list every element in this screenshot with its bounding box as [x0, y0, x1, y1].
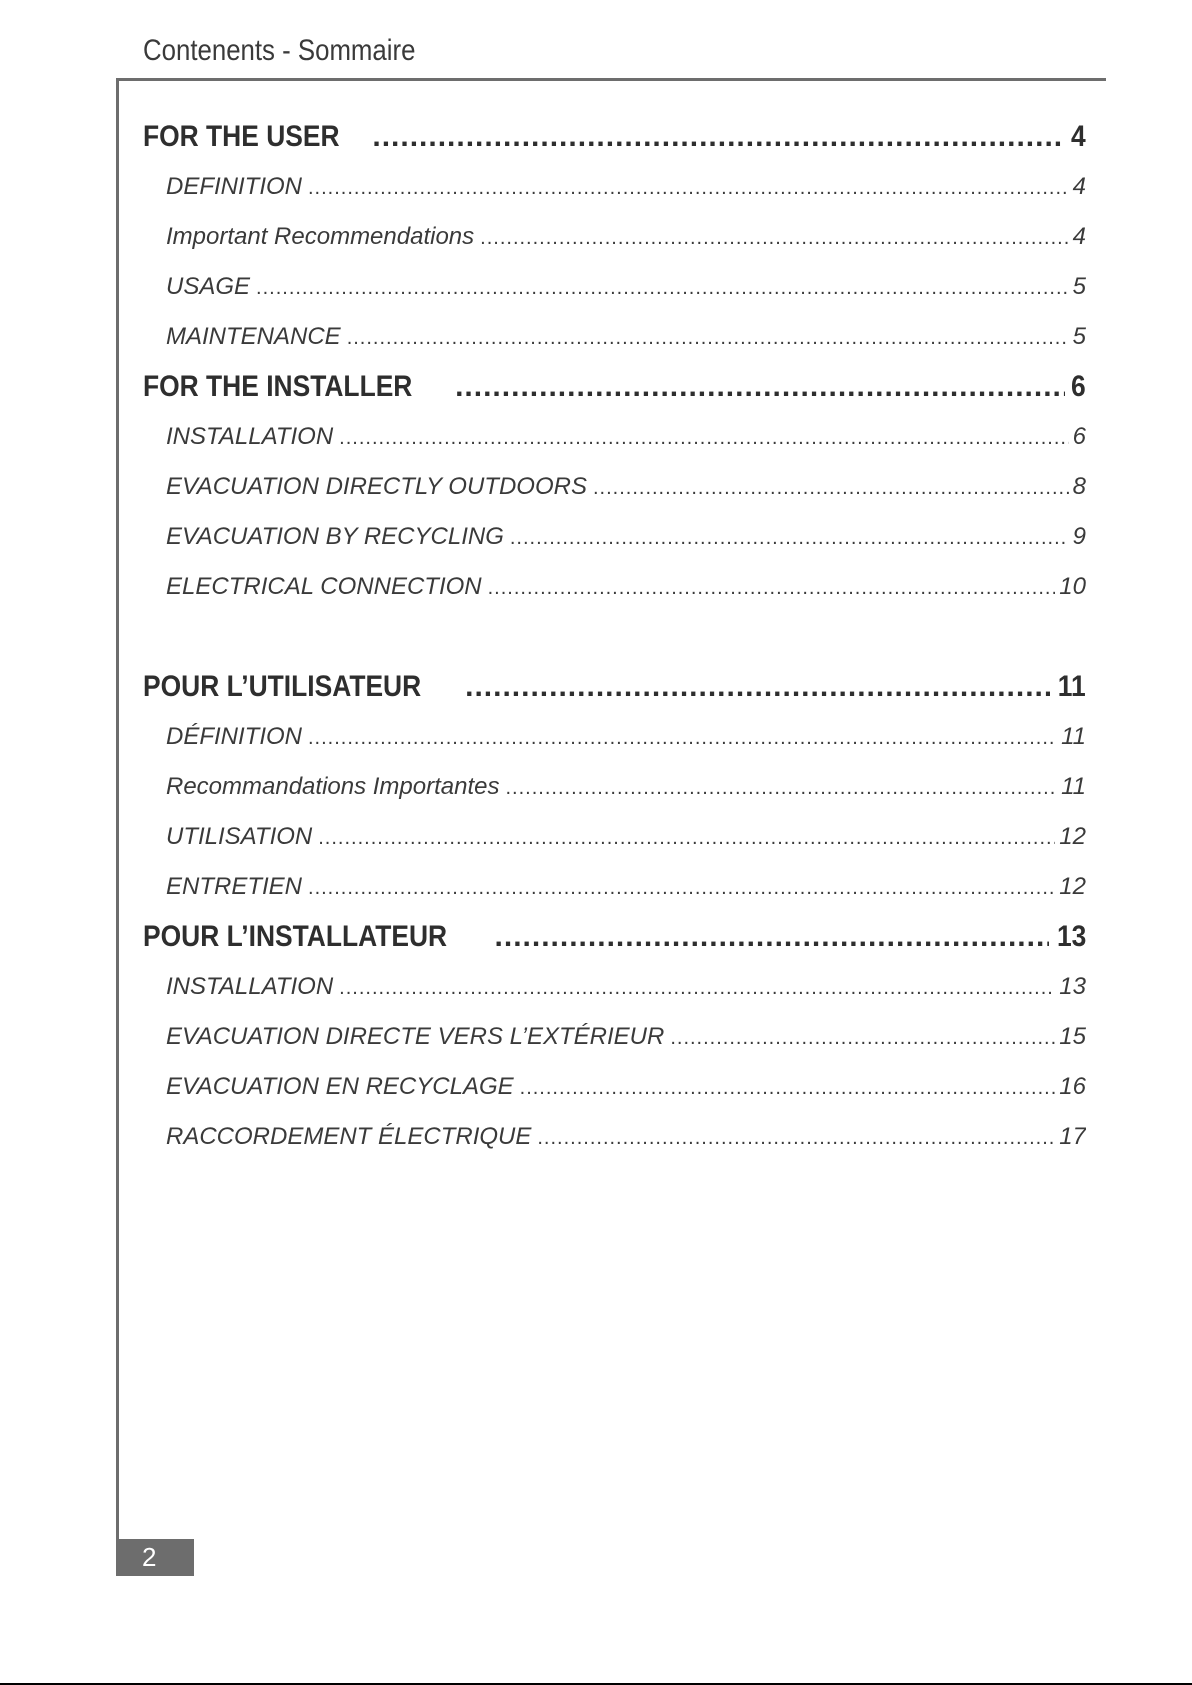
- toc-entry-installation[interactable]: [143, 412, 1086, 462]
- left-margin-rule: [116, 78, 119, 1571]
- toc-entry-installation-fr[interactable]: [143, 962, 1086, 1012]
- toc-page-number: 16: [1059, 1073, 1086, 1100]
- toc-entry-entretien[interactable]: [143, 862, 1086, 912]
- toc-page-number: 4: [1072, 173, 1086, 200]
- toc-page-number: 4: [1072, 223, 1086, 250]
- toc-page-number: 13: [1056, 920, 1086, 953]
- toc-page-number: 4: [1071, 120, 1086, 153]
- toc-dot-leader: [510, 513, 1069, 562]
- toc-heading-pour-l-installateur[interactable]: [143, 912, 1086, 962]
- toc-dot-leader: [308, 713, 1057, 762]
- toc-dot-leader: [670, 1013, 1055, 1062]
- toc-heading-label: POUR L’UTILISATEUR: [143, 670, 422, 703]
- toc-heading-for-the-user[interactable]: [143, 112, 1086, 162]
- toc-dot-leader: [455, 362, 1065, 412]
- toc-dot-leader: [318, 813, 1055, 862]
- toc-entry-recommandations-importantes[interactable]: [143, 762, 1086, 812]
- toc-dot-leader: [308, 163, 1069, 212]
- toc-page-number: 15: [1059, 1023, 1086, 1050]
- toc-page-number: 11: [1061, 723, 1086, 750]
- toc-entry-label: INSTALLATION: [166, 423, 334, 450]
- toc-dot-leader: [372, 112, 1065, 162]
- toc-dot-leader: [465, 662, 1050, 712]
- toc-dot-leader: [520, 1063, 1056, 1112]
- toc-entry-label: DÉFINITION: [166, 723, 302, 750]
- table-of-contents: [143, 112, 1086, 1162]
- page-number-badge: [116, 1539, 194, 1576]
- toc-dot-leader: [537, 1113, 1055, 1162]
- toc-page-number: 5: [1072, 273, 1086, 300]
- toc-entry-important-recommendations[interactable]: [143, 212, 1086, 262]
- toc-entry-definition-fr[interactable]: [143, 712, 1086, 762]
- toc-entry-label: Recommandations Importantes: [166, 773, 500, 800]
- toc-entry-label: MAINTENANCE: [166, 323, 341, 350]
- toc-page-number: 5: [1072, 323, 1086, 350]
- toc-entry-evacuation-by-recycling[interactable]: [143, 512, 1086, 562]
- toc-page-number: 13: [1059, 973, 1086, 1000]
- toc-page-number: 6: [1071, 370, 1086, 403]
- toc-entry-label: USAGE: [166, 273, 251, 300]
- toc-entry-evacuation-en-recyclage[interactable]: [143, 1062, 1086, 1112]
- toc-entry-utilisation[interactable]: [143, 812, 1086, 862]
- toc-dot-leader: [488, 563, 1056, 612]
- toc-entry-label: UTILISATION: [166, 823, 313, 850]
- toc-heading-label: FOR THE USER: [143, 120, 340, 153]
- toc-dot-leader: [480, 213, 1068, 262]
- toc-dot-leader: [347, 313, 1069, 362]
- toc-dot-leader: [308, 863, 1055, 912]
- toc-page-number: 8: [1072, 473, 1086, 500]
- toc-page-number: 12: [1059, 823, 1086, 850]
- toc-group-english: [143, 112, 1086, 612]
- toc-entry-label: ENTRETIEN: [166, 873, 303, 900]
- toc-page-number: 10: [1059, 573, 1086, 600]
- toc-entry-label: Important Recommendations: [166, 223, 475, 250]
- toc-dot-leader: [339, 963, 1055, 1012]
- toc-entry-label: EVACUATION BY RECYCLING: [166, 523, 504, 550]
- toc-entry-label: EVACUATION EN RECYCLAGE: [166, 1073, 514, 1100]
- toc-heading-pour-l-utilisateur[interactable]: [143, 662, 1086, 712]
- toc-entry-label: RACCORDEMENT ÉLECTRIQUE: [166, 1123, 532, 1150]
- page-header-title: Contenents - Sommaire: [143, 34, 416, 67]
- toc-entry-label: INSTALLATION: [166, 973, 334, 1000]
- toc-heading-label: POUR L’INSTALLATEUR: [143, 920, 448, 953]
- toc-entry-label: EVACUATION DIRECTE VERS L’EXTÉRIEUR: [166, 1023, 665, 1050]
- toc-entry-definition[interactable]: [143, 162, 1086, 212]
- toc-page-number: 12: [1059, 873, 1086, 900]
- toc-page-number: 6: [1072, 423, 1086, 450]
- toc-heading-label: FOR THE INSTALLER: [143, 370, 413, 403]
- toc-page-number: 9: [1072, 523, 1086, 550]
- toc-page-number: 11: [1058, 670, 1086, 703]
- toc-entry-label: DEFINITION: [166, 173, 302, 200]
- header-rule: [116, 78, 1106, 81]
- toc-dot-leader: [506, 763, 1058, 812]
- toc-dot-leader: [593, 463, 1069, 512]
- toc-entry-maintenance[interactable]: [143, 312, 1086, 362]
- toc-entry-evacuation-directe[interactable]: [143, 1012, 1086, 1062]
- toc-entry-usage[interactable]: [143, 262, 1086, 312]
- page-number-label: 2: [142, 1542, 157, 1572]
- toc-dot-leader: [495, 912, 1049, 962]
- toc-dot-leader: [339, 413, 1068, 462]
- toc-heading-for-the-installer[interactable]: [143, 362, 1086, 412]
- toc-entry-label: ELECTRICAL CONNECTION: [166, 573, 482, 600]
- toc-dot-leader: [256, 263, 1069, 312]
- toc-group-french: [143, 662, 1086, 1162]
- toc-entry-electrical-connection[interactable]: [143, 562, 1086, 612]
- toc-entry-evacuation-directly-outdoors[interactable]: [143, 462, 1086, 512]
- toc-entry-label: EVACUATION DIRECTLY OUTDOORS: [166, 473, 587, 500]
- toc-entry-raccordement-electrique[interactable]: [143, 1112, 1086, 1162]
- toc-page-number: 17: [1059, 1123, 1086, 1150]
- toc-page-number: 11: [1061, 773, 1086, 800]
